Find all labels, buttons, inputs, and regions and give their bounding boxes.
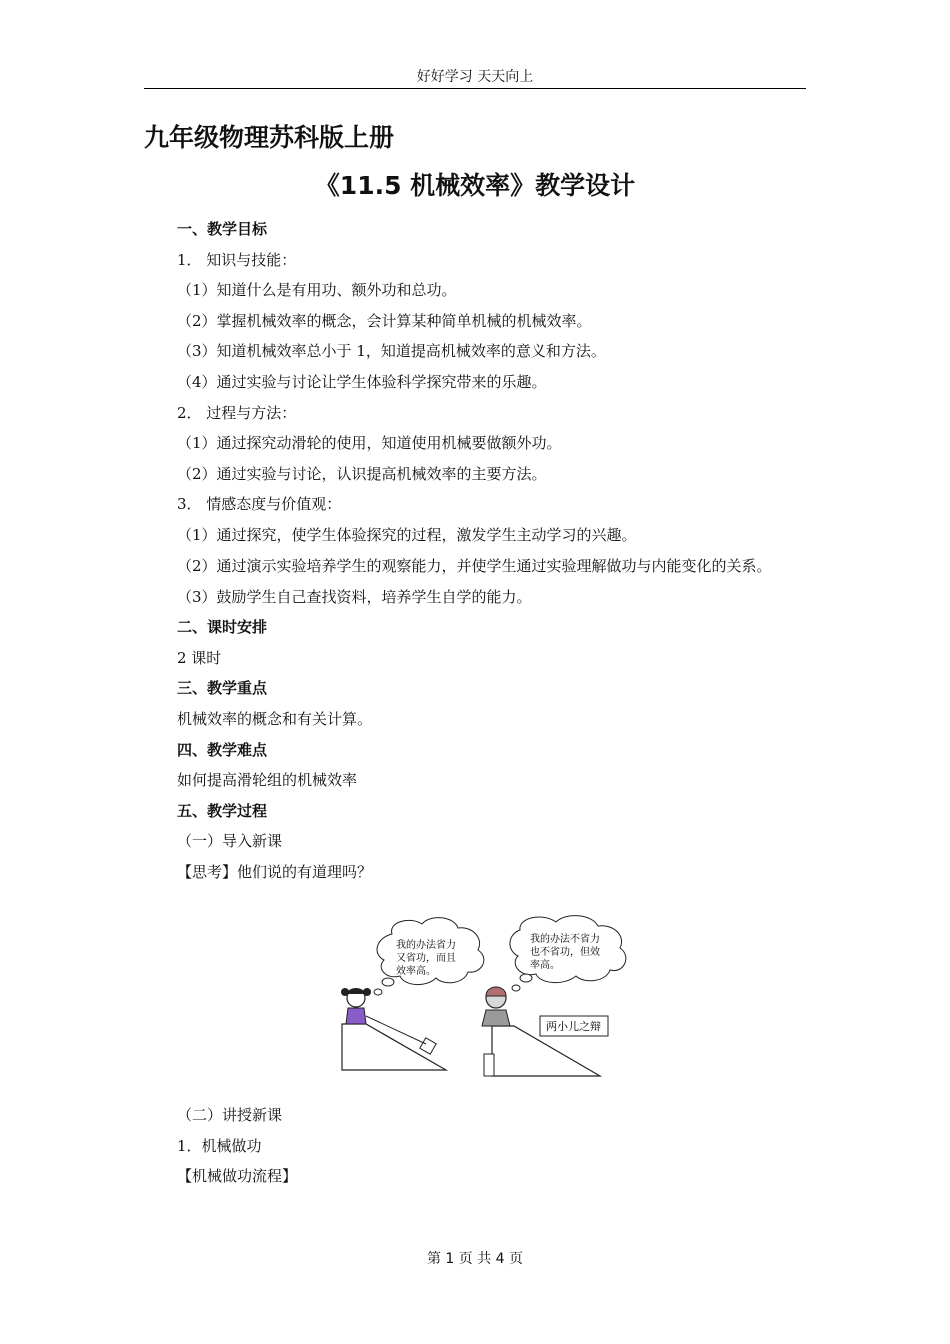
bubble-left-line2: 又省功，而且 [396,953,456,964]
section-heading-goals: 一、教学目标 [177,220,268,238]
document-body-lower [144,1100,806,1192]
section-heading-key-points: 三、教学重点 [177,679,268,698]
document-title-line1: 九年级物理苏科版上册 [144,123,395,152]
section-heading-difficulties: 四、教学难点 [177,740,268,759]
subheading-introduction: （一）导入新课 [177,832,283,851]
girl-body [346,1008,366,1024]
think-prompt: 【思考】他们说的有道理吗？ [177,862,373,881]
list-item: （2）通过演示实验培养学生的观察能力，并使学生通过实验理解做功与内能变化的关系。 [177,556,772,575]
list-item: （3）知道机械效率总小于 1，知道提高机械效率的意义和方法。 [177,342,606,361]
section-body-key-points: 机械效率的概念和有关计算。 [177,709,373,728]
bubble-right-line3: 率高。 [530,960,560,971]
cartoon-illustration [330,912,650,1082]
bubble-right-line2: 也不省功，但效 [530,947,600,958]
page-footer: 第 1 页 共 4 页 [426,1251,524,1267]
page-header: 好好学习 天天向上 [144,66,806,89]
topic-mechanical-work: 1．机械做功 [177,1136,262,1155]
list-item: （1）通过探究动滑轮的使用，知道使用机械要做额外功。 [177,434,562,453]
bubble-left-line1: 我的办法省力 [396,940,456,951]
cartoon-figure [330,912,650,1082]
list-item: （4）通过实验与讨论让学生体验科学探究带来的乐趣。 [177,372,547,391]
right-box [484,1054,494,1076]
subheading-attitude: 3． 情感态度与价值观： [177,495,342,514]
subheading-process: 2． 过程与方法： [177,403,297,422]
boy-body [482,1010,510,1026]
document-title-line2: 《11.5 机械效率》教学设计 [314,171,636,200]
left-box [420,1038,436,1054]
section-heading-schedule: 二、课时安排 [177,618,268,637]
list-item: （2）通过实验与讨论，认识提高机械效率的主要方法。 [177,464,547,483]
subheading-new-lesson: （二）讲授新课 [177,1106,283,1124]
list-item: （1）知道什么是有用功、额外功和总功。 [177,281,457,300]
bubble-left-line3: 效率高。 [396,966,436,977]
list-item: （3）鼓励学生自己查找资料，培养学生自学的能力。 [177,587,532,606]
figure-caption: 两小儿之辩 [546,1020,601,1033]
bubble-right-line1: 我的办法不省力 [530,934,600,945]
section-body-schedule: 2 课时 [177,648,222,667]
section-heading-process: 五、教学过程 [177,801,268,820]
list-item: （1）通过探究，使学生体验探究的过程，激发学生主动学习的兴趣。 [177,525,637,544]
document-body [144,214,806,887]
subheading-knowledge: 1． 知识与技能： [177,250,297,269]
list-item: （2）掌握机械效率的概念，会计算某种简单机械的机械效率。 [177,311,592,330]
section-body-difficulties: 如何提高滑轮组的机械效率 [177,771,358,790]
flow-label: 【机械做功流程】 [177,1167,298,1186]
